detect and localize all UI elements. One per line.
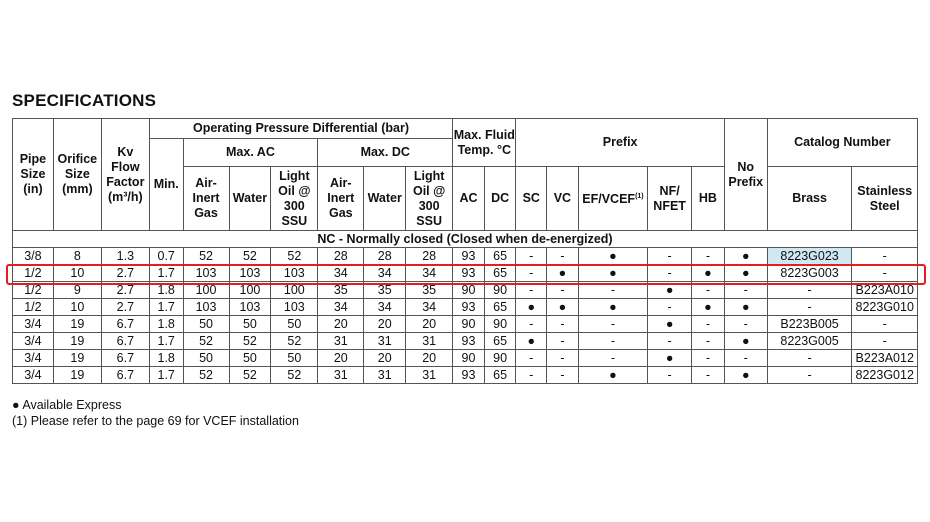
cell-kv: 6.7 xyxy=(101,350,149,367)
cell-nf: ● xyxy=(648,282,692,299)
header-efvcef: EF/VCEF$^{(1)}$ xyxy=(578,167,647,231)
cell-min: 1.7 xyxy=(149,265,183,282)
cell-t_dc: 90 xyxy=(484,282,516,299)
cell-vc: - xyxy=(547,367,579,384)
cell-dc_oil: 34 xyxy=(406,265,453,282)
cell-dc_oil: 28 xyxy=(406,248,453,265)
cell-pipe: 1/2 xyxy=(13,299,54,316)
header-temp-dc: DC xyxy=(484,167,516,231)
cell-dc_air: 20 xyxy=(318,316,364,333)
cell-orifice: 10 xyxy=(53,299,101,316)
section-label: NC - Normally closed (Closed when de-energized) xyxy=(13,231,918,248)
header-brass: Brass xyxy=(767,167,852,231)
cell-vc: - xyxy=(547,333,579,350)
cell-brass: 8223G023 xyxy=(767,248,852,265)
cell-brass: - xyxy=(767,350,852,367)
cell-ss: 8223G012 xyxy=(852,367,918,384)
cell-ac_oil: 103 xyxy=(271,299,318,316)
table-row xyxy=(13,299,918,316)
cell-ac_air: 103 xyxy=(183,299,229,316)
cell-dc_oil: 31 xyxy=(406,367,453,384)
cell-brass: 8223G003 xyxy=(767,265,852,282)
cell-dc_water: 20 xyxy=(364,350,406,367)
cell-dc_air: 34 xyxy=(318,299,364,316)
cell-dc_air: 28 xyxy=(318,248,364,265)
cell-pipe: 1/2 xyxy=(13,282,54,299)
header-dc-water: Water xyxy=(364,167,406,231)
header-temp-ac: AC xyxy=(453,167,485,231)
cell-t_ac: 93 xyxy=(453,333,485,350)
cell-dc_water: 28 xyxy=(364,248,406,265)
cell-ef: - xyxy=(578,333,647,350)
cell-dc_water: 31 xyxy=(364,333,406,350)
cell-ac_water: 50 xyxy=(229,350,271,367)
header-opd-group: Operating Pressure Differential (bar) xyxy=(149,119,452,139)
cell-vc: - xyxy=(547,282,579,299)
cell-ef: - xyxy=(578,316,647,333)
cell-ac_air: 100 xyxy=(183,282,229,299)
header-ac-air: Air-Inert Gas xyxy=(183,167,229,231)
table-row xyxy=(13,316,918,333)
cell-nf: - xyxy=(648,333,692,350)
cell-hb: ● xyxy=(692,299,725,316)
cell-pipe: 3/4 xyxy=(13,367,54,384)
table-row xyxy=(13,248,918,265)
footnote-marker: (1) xyxy=(635,193,644,201)
cell-dc_water: 31 xyxy=(364,367,406,384)
cell-ac_oil: 52 xyxy=(271,333,318,350)
cell-dc_water: 35 xyxy=(364,282,406,299)
cell-t_ac: 93 xyxy=(453,248,485,265)
cell-orifice: 8 xyxy=(53,248,101,265)
cell-sc: - xyxy=(516,350,547,367)
cell-min: 1.8 xyxy=(149,282,183,299)
cell-kv: 2.7 xyxy=(101,299,149,316)
cell-hb: - xyxy=(692,316,725,333)
cell-ac_water: 100 xyxy=(229,282,271,299)
header-max-ac: Max. AC xyxy=(183,139,318,167)
table-row xyxy=(13,350,918,367)
cell-t_ac: 93 xyxy=(453,367,485,384)
cell-kv: 2.7 xyxy=(101,265,149,282)
cell-ef: ● xyxy=(578,299,647,316)
cell-t_dc: 65 xyxy=(484,333,516,350)
cell-ef: ● xyxy=(578,265,647,282)
cell-pipe: 3/4 xyxy=(13,316,54,333)
cell-dc_air: 35 xyxy=(318,282,364,299)
cell-noprefix: - xyxy=(724,350,767,367)
cell-vc: - xyxy=(547,316,579,333)
cell-ss: - xyxy=(852,248,918,265)
cell-min: 1.7 xyxy=(149,299,183,316)
cell-sc: - xyxy=(516,316,547,333)
header-max-dc: Max. DC xyxy=(318,139,453,167)
cell-nf: - xyxy=(648,299,692,316)
cell-dc_water: 34 xyxy=(364,265,406,282)
cell-kv: 6.7 xyxy=(101,316,149,333)
cell-brass: - xyxy=(767,367,852,384)
cell-orifice: 10 xyxy=(53,265,101,282)
cell-t_dc: 65 xyxy=(484,248,516,265)
cell-ss: B223A010 xyxy=(852,282,918,299)
cell-orifice: 19 xyxy=(53,367,101,384)
cell-orifice: 9 xyxy=(53,282,101,299)
cell-t_dc: 90 xyxy=(484,350,516,367)
cell-brass: - xyxy=(767,282,852,299)
header-ac-oil: Light Oil @ 300 SSU xyxy=(271,167,318,231)
cell-vc: - xyxy=(547,248,579,265)
cell-dc_air: 31 xyxy=(318,367,364,384)
cell-dc_oil: 20 xyxy=(406,350,453,367)
cell-hb: - xyxy=(692,333,725,350)
cell-orifice: 19 xyxy=(53,316,101,333)
cell-vc: ● xyxy=(547,265,579,282)
cell-dc_oil: 20 xyxy=(406,316,453,333)
cell-ss: 8223G010 xyxy=(852,299,918,316)
header-dc-oil: Light Oil @ 300 SSU xyxy=(406,167,453,231)
cell-ac_water: 52 xyxy=(229,248,271,265)
table-row xyxy=(13,367,918,384)
header-kv: Kv Flow Factor (m³/h) xyxy=(101,119,149,231)
note-available-express: ● Available Express xyxy=(12,398,122,412)
cell-dc_oil: 31 xyxy=(406,333,453,350)
cell-kv: 6.7 xyxy=(101,367,149,384)
cell-orifice: 19 xyxy=(53,333,101,350)
table-row xyxy=(13,333,918,350)
cell-ac_air: 50 xyxy=(183,350,229,367)
cell-noprefix: ● xyxy=(724,333,767,350)
header-prefix-group: Prefix xyxy=(516,119,724,167)
cell-ac_air: 52 xyxy=(183,367,229,384)
cell-min: 0.7 xyxy=(149,248,183,265)
cell-sc: ● xyxy=(516,333,547,350)
cell-t_ac: 90 xyxy=(453,282,485,299)
cell-noprefix: ● xyxy=(724,299,767,316)
header-dc-air: Air-Inert Gas xyxy=(318,167,364,231)
cell-ac_water: 50 xyxy=(229,316,271,333)
cell-vc: ● xyxy=(547,299,579,316)
cell-brass: 8223G005 xyxy=(767,333,852,350)
cell-hb: - xyxy=(692,282,725,299)
cell-ef: - xyxy=(578,350,647,367)
cell-vc: - xyxy=(547,350,579,367)
note-vcef: (1) Please refer to the page 69 for VCEF installation xyxy=(12,414,299,428)
header-ac-water: Water xyxy=(229,167,271,231)
cell-dc_oil: 34 xyxy=(406,299,453,316)
cell-brass: B223B005 xyxy=(767,316,852,333)
cell-dc_air: 31 xyxy=(318,333,364,350)
cell-noprefix: - xyxy=(724,316,767,333)
cell-sc: - xyxy=(516,265,547,282)
cell-min: 1.8 xyxy=(149,316,183,333)
cell-noprefix: ● xyxy=(724,367,767,384)
cell-ac_oil: 103 xyxy=(271,265,318,282)
cell-kv: 2.7 xyxy=(101,282,149,299)
cell-nf: - xyxy=(648,265,692,282)
cell-ac_air: 52 xyxy=(183,248,229,265)
cell-sc: - xyxy=(516,248,547,265)
cell-t_ac: 90 xyxy=(453,350,485,367)
cell-hb: - xyxy=(692,350,725,367)
cell-nf: ● xyxy=(648,350,692,367)
cell-dc_air: 34 xyxy=(318,265,364,282)
cell-min: 1.7 xyxy=(149,367,183,384)
header-no-prefix: No Prefix xyxy=(724,119,767,231)
header-nfnfet: NF/ NFET xyxy=(648,167,692,231)
cell-pipe: 3/4 xyxy=(13,350,54,367)
page-title: SPECIFICATIONS xyxy=(12,91,157,110)
cell-ac_oil: 52 xyxy=(271,248,318,265)
cell-ef: ● xyxy=(578,248,647,265)
header-orifice-size: Orifice Size (mm) xyxy=(53,119,101,231)
cell-ss: B223A012 xyxy=(852,350,918,367)
cell-nf: - xyxy=(648,248,692,265)
cell-sc: - xyxy=(516,282,547,299)
cell-dc_water: 34 xyxy=(364,299,406,316)
cell-dc_oil: 35 xyxy=(406,282,453,299)
cell-pipe: 3/8 xyxy=(13,248,54,265)
footnotes xyxy=(12,397,299,429)
header-vc: VC xyxy=(547,167,579,231)
cell-kv: 1.3 xyxy=(101,248,149,265)
cell-brass: - xyxy=(767,299,852,316)
cell-t_dc: 65 xyxy=(484,367,516,384)
cell-ss: - xyxy=(852,333,918,350)
cell-min: 1.7 xyxy=(149,333,183,350)
header-catalog-group: Catalog Number xyxy=(767,119,917,167)
cell-ef: - xyxy=(578,282,647,299)
header-hb: HB xyxy=(692,167,725,231)
header-stainless: Stainless Steel xyxy=(852,167,918,231)
cell-dc_water: 20 xyxy=(364,316,406,333)
cell-t_dc: 65 xyxy=(484,265,516,282)
cell-ac_oil: 50 xyxy=(271,316,318,333)
highlight-box xyxy=(6,264,926,285)
cell-ac_water: 52 xyxy=(229,367,271,384)
header-min: Min. xyxy=(149,139,183,231)
cell-kv: 6.7 xyxy=(101,333,149,350)
cell-noprefix: - xyxy=(724,282,767,299)
cell-nf: ● xyxy=(648,316,692,333)
cell-ac_water: 103 xyxy=(229,299,271,316)
cell-t_ac: 93 xyxy=(453,299,485,316)
cell-ac_air: 52 xyxy=(183,333,229,350)
header-max-fluid-temp: Max. Fluid Temp. °C xyxy=(453,119,516,167)
cell-ss: - xyxy=(852,316,918,333)
specifications-table xyxy=(12,118,918,384)
cell-orifice: 19 xyxy=(53,350,101,367)
cell-hb: ● xyxy=(692,265,725,282)
cell-pipe: 1/2 xyxy=(13,265,54,282)
cell-ss: - xyxy=(852,265,918,282)
cell-dc_air: 20 xyxy=(318,350,364,367)
cell-t_ac: 90 xyxy=(453,316,485,333)
cell-ac_water: 103 xyxy=(229,265,271,282)
cell-noprefix: ● xyxy=(724,248,767,265)
cell-hb: - xyxy=(692,248,725,265)
cell-ac_air: 103 xyxy=(183,265,229,282)
header-pipe-size: Pipe Size (in) xyxy=(13,119,54,231)
cell-ef: ● xyxy=(578,367,647,384)
cell-hb: - xyxy=(692,367,725,384)
cell-ac_water: 52 xyxy=(229,333,271,350)
cell-t_dc: 65 xyxy=(484,299,516,316)
cell-t_dc: 90 xyxy=(484,316,516,333)
cell-ac_air: 50 xyxy=(183,316,229,333)
cell-ac_oil: 52 xyxy=(271,367,318,384)
cell-pipe: 3/4 xyxy=(13,333,54,350)
header-sc: SC xyxy=(516,167,547,231)
cell-nf: - xyxy=(648,367,692,384)
cell-noprefix: ● xyxy=(724,265,767,282)
cell-min: 1.8 xyxy=(149,350,183,367)
cell-ac_oil: 50 xyxy=(271,350,318,367)
cell-sc: - xyxy=(516,367,547,384)
cell-t_ac: 93 xyxy=(453,265,485,282)
cell-ac_oil: 100 xyxy=(271,282,318,299)
cell-sc: ● xyxy=(516,299,547,316)
